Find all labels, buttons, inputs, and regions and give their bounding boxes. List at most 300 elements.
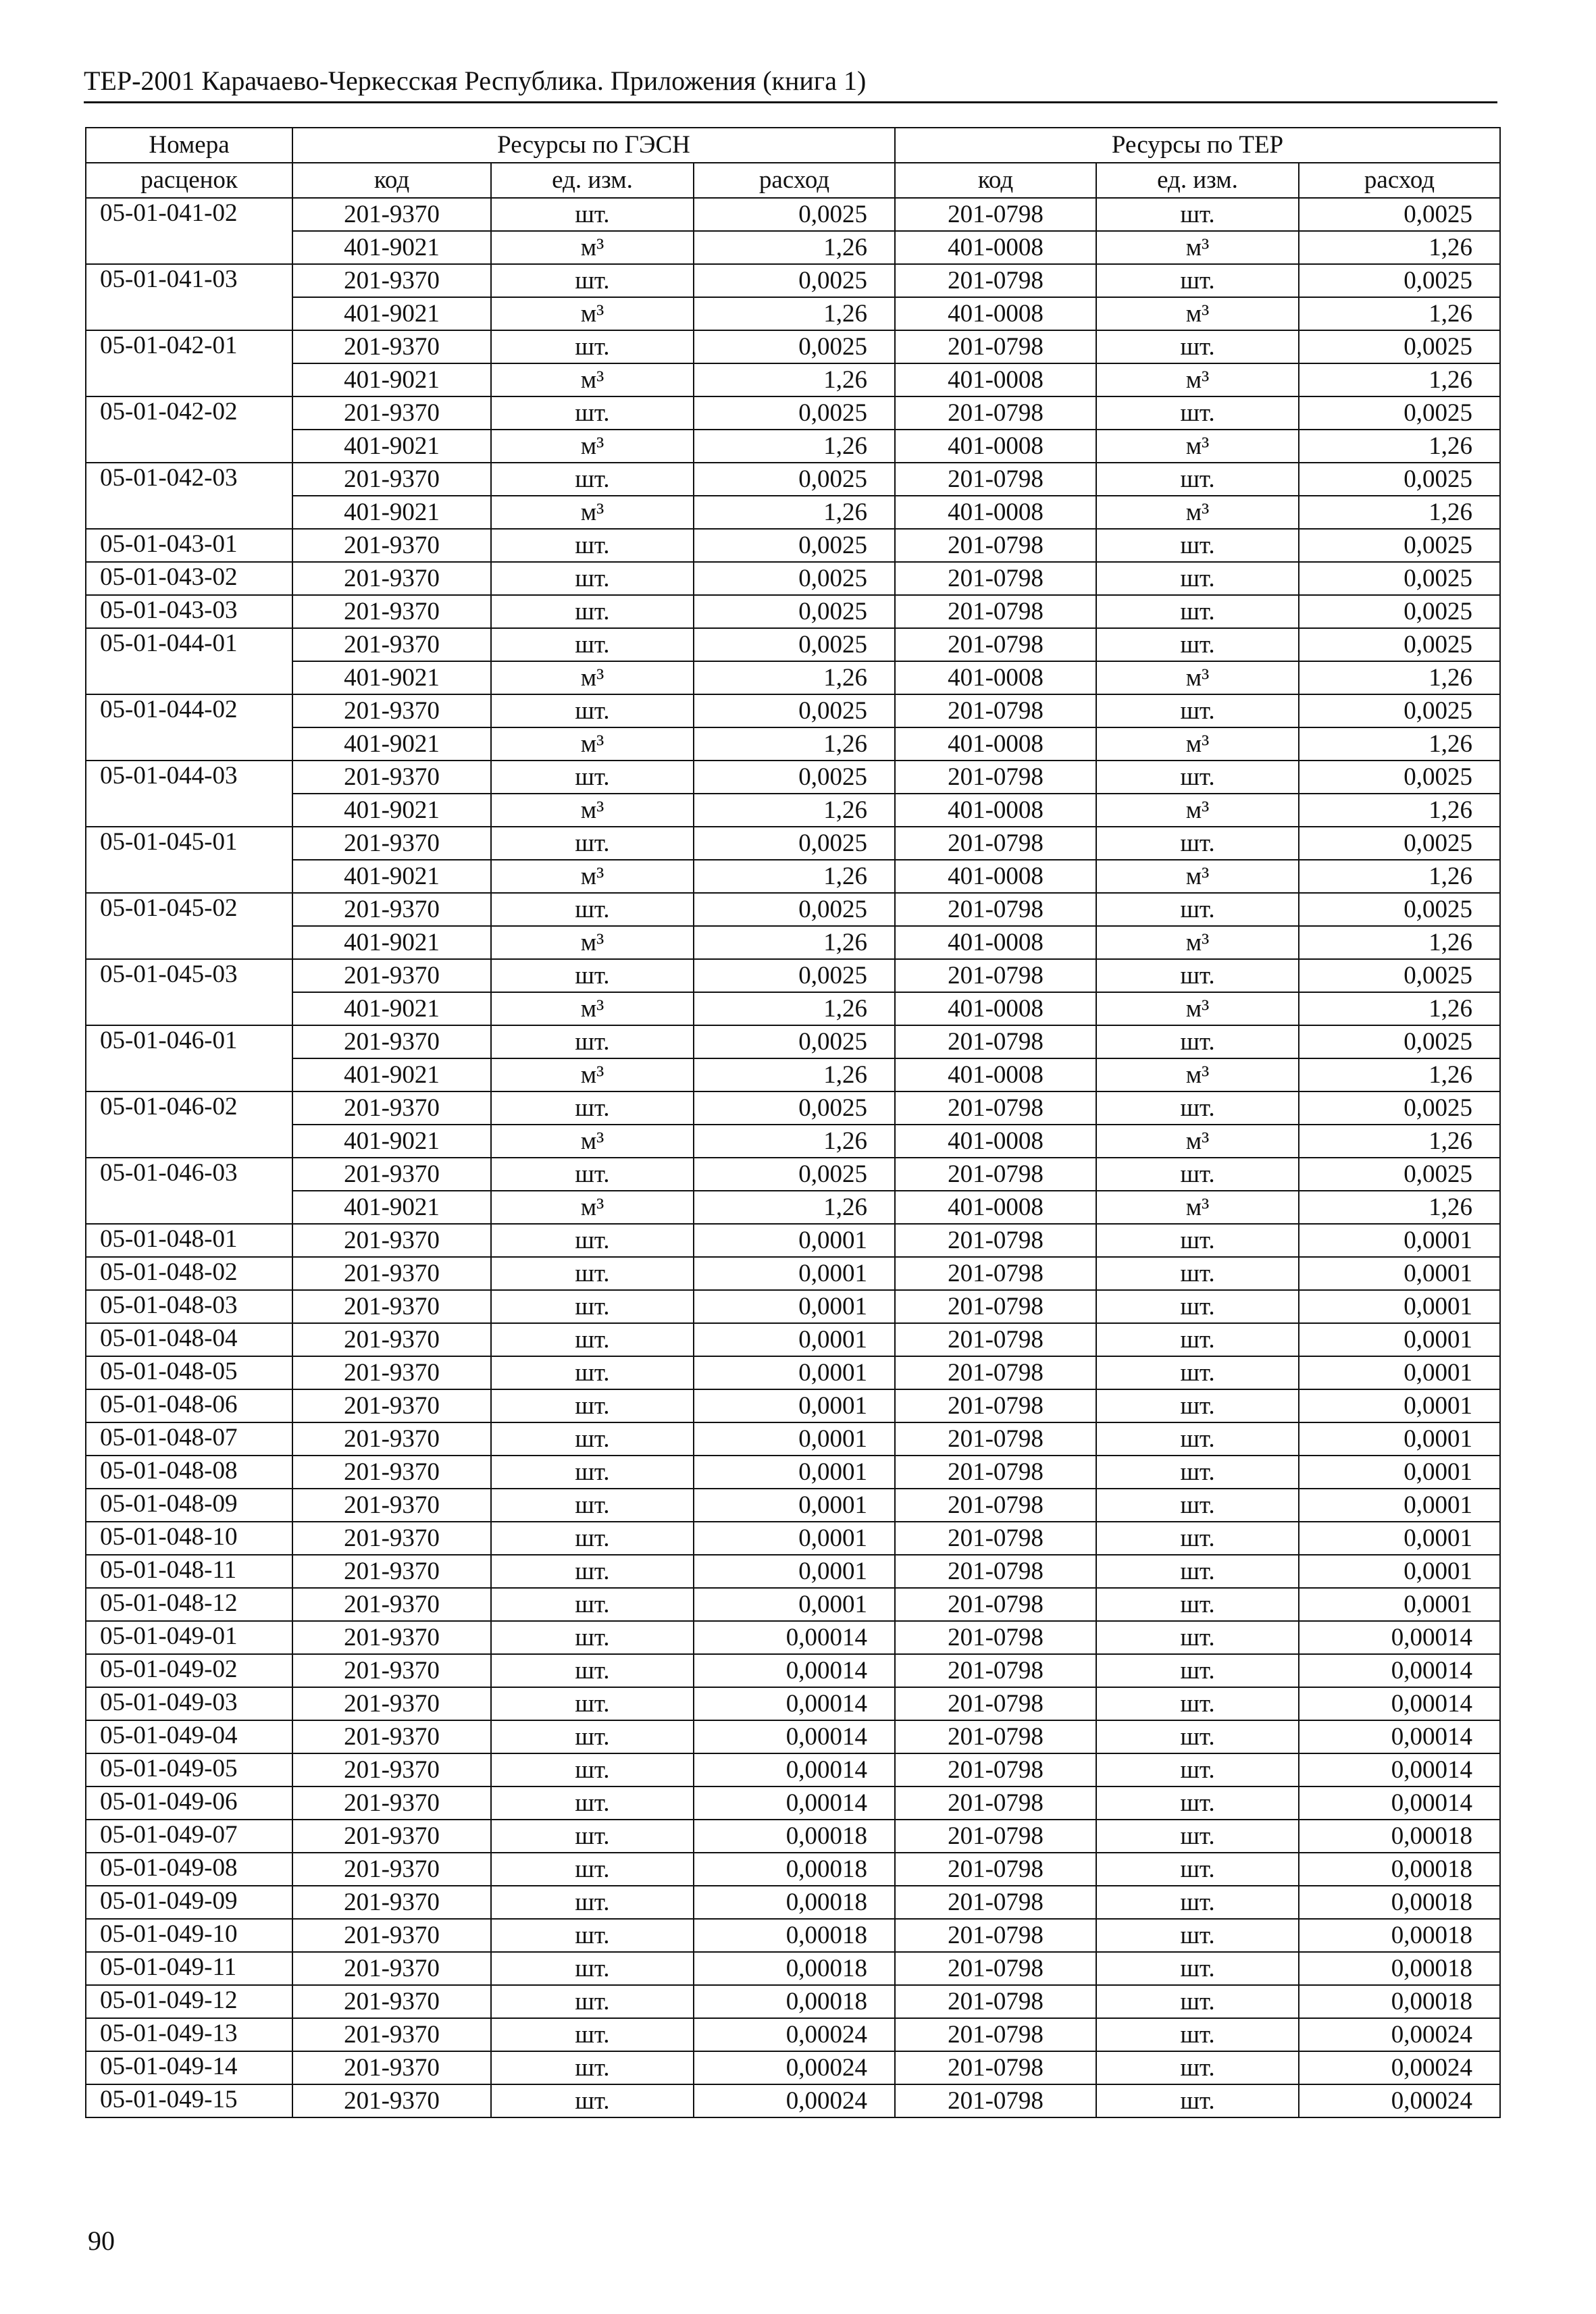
gesn-qty-cell: 0,0001 [694, 1422, 895, 1456]
gesn-unit-cell: м³ [491, 1058, 694, 1091]
gesn-code-cell: 401-9021 [292, 661, 491, 694]
gesn-unit-cell: м³ [491, 363, 694, 396]
table-row [86, 761, 1500, 794]
gesn-code-cell: 201-9370 [292, 1720, 491, 1753]
ter-qty-cell: 0,0025 [1299, 1091, 1500, 1125]
gesn-unit-cell: шт. [491, 1720, 694, 1753]
gesn-code-cell: 201-9370 [292, 562, 491, 595]
gesn-code-cell: 201-9370 [292, 1985, 491, 2018]
ter-code-cell: 201-0798 [895, 1422, 1096, 1456]
ter-code-cell: 401-0008 [895, 860, 1096, 893]
header-gesn-resources: Ресурсы по ГЭСН [292, 128, 895, 163]
gesn-unit-cell: шт. [491, 1224, 694, 1257]
ter-code-cell: 201-0798 [895, 463, 1096, 496]
table-row [86, 496, 1500, 529]
gesn-unit-cell: шт. [491, 1257, 694, 1290]
ter-qty-cell: 0,0001 [1299, 1522, 1500, 1555]
table-row [86, 297, 1500, 330]
gesn-unit-cell: м³ [491, 297, 694, 330]
ter-unit-cell: шт. [1096, 1555, 1299, 1588]
table-row [86, 1654, 1500, 1687]
ter-qty-cell: 1,26 [1299, 496, 1500, 529]
ter-code-cell: 201-0798 [895, 628, 1096, 661]
ter-code-cell: 401-0008 [895, 992, 1096, 1025]
gesn-unit-cell: шт. [491, 1786, 694, 1820]
ter-code-cell: 201-0798 [895, 1853, 1096, 1886]
table-row [86, 1456, 1500, 1489]
ter-qty-cell: 0,0025 [1299, 694, 1500, 727]
gesn-unit-cell: м³ [491, 1191, 694, 1224]
gesn-code-cell: 401-9021 [292, 1058, 491, 1091]
gesn-unit-cell: шт. [491, 1422, 694, 1456]
gesn-unit-cell: шт. [491, 264, 694, 297]
table-row [86, 893, 1500, 926]
ter-unit-cell: шт. [1096, 1886, 1299, 1919]
gesn-code-cell: 201-9370 [292, 2051, 491, 2084]
ter-unit-cell: шт. [1096, 1952, 1299, 1985]
ter-unit-cell: шт. [1096, 463, 1299, 496]
ter-code-cell: 201-0798 [895, 1985, 1096, 2018]
gesn-code-cell: 201-9370 [292, 1621, 491, 1654]
ter-unit-cell: м³ [1096, 1125, 1299, 1158]
gesn-qty-cell: 1,26 [694, 1191, 895, 1224]
gesn-unit-cell: шт. [491, 1025, 694, 1058]
rate-number-cell: 05-01-049-05 [86, 1753, 292, 1786]
ter-unit-cell: м³ [1096, 794, 1299, 827]
ter-unit-cell: м³ [1096, 231, 1299, 264]
ter-code-cell: 401-0008 [895, 430, 1096, 463]
gesn-code-cell: 401-9021 [292, 430, 491, 463]
ter-qty-cell: 1,26 [1299, 231, 1500, 264]
gesn-unit-cell: шт. [491, 1820, 694, 1853]
gesn-code-cell: 201-9370 [292, 1687, 491, 1720]
ter-code-cell: 201-0798 [895, 1687, 1096, 1720]
rate-number-cell: 05-01-044-03 [86, 761, 292, 827]
header-gesn-qty: расход [694, 163, 895, 198]
ter-code-cell: 401-0008 [895, 496, 1096, 529]
gesn-qty-cell: 0,00014 [694, 1720, 895, 1753]
table-row [86, 1952, 1500, 1985]
gesn-code-cell: 201-9370 [292, 2084, 491, 2117]
gesn-code-cell: 201-9370 [292, 330, 491, 363]
rate-number-cell: 05-01-041-02 [86, 198, 292, 264]
gesn-qty-cell: 0,00018 [694, 1985, 895, 2018]
ter-qty-cell: 1,26 [1299, 363, 1500, 396]
rate-number-cell: 05-01-044-02 [86, 694, 292, 761]
gesn-code-cell: 201-9370 [292, 827, 491, 860]
table-row [86, 827, 1500, 860]
rate-number-cell: 05-01-048-07 [86, 1422, 292, 1456]
gesn-code-cell: 201-9370 [292, 1654, 491, 1687]
rate-number-cell: 05-01-049-08 [86, 1853, 292, 1886]
ter-unit-cell: шт. [1096, 1753, 1299, 1786]
gesn-unit-cell: шт. [491, 893, 694, 926]
gesn-qty-cell: 0,00014 [694, 1654, 895, 1687]
ter-qty-cell: 0,0001 [1299, 1422, 1500, 1456]
ter-qty-cell: 0,0001 [1299, 1257, 1500, 1290]
gesn-code-cell: 201-9370 [292, 1820, 491, 1853]
ter-unit-cell: шт. [1096, 1786, 1299, 1820]
ter-code-cell: 201-0798 [895, 761, 1096, 794]
table-row [86, 794, 1500, 827]
ter-unit-cell: шт. [1096, 1323, 1299, 1356]
ter-code-cell: 201-0798 [895, 1952, 1096, 1985]
header-ter-resources: Ресурсы по ТЕР [895, 128, 1500, 163]
gesn-qty-cell: 0,0025 [694, 264, 895, 297]
table-row [86, 926, 1500, 959]
rate-number-cell: 05-01-048-10 [86, 1522, 292, 1555]
ter-unit-cell: м³ [1096, 297, 1299, 330]
gesn-code-cell: 201-9370 [292, 628, 491, 661]
gesn-unit-cell: шт. [491, 1522, 694, 1555]
table-row [86, 1886, 1500, 1919]
gesn-unit-cell: м³ [491, 992, 694, 1025]
header-rate-numbers: Номера [86, 128, 292, 163]
ter-unit-cell: шт. [1096, 2018, 1299, 2051]
gesn-qty-cell: 0,00014 [694, 1621, 895, 1654]
ter-qty-cell: 0,00014 [1299, 1786, 1500, 1820]
ter-qty-cell: 0,00018 [1299, 1820, 1500, 1853]
gesn-unit-cell: шт. [491, 1456, 694, 1489]
ter-code-cell: 201-0798 [895, 562, 1096, 595]
gesn-qty-cell: 0,0025 [694, 1158, 895, 1191]
ter-unit-cell: м³ [1096, 430, 1299, 463]
gesn-qty-cell: 0,00018 [694, 1952, 895, 1985]
gesn-qty-cell: 0,0025 [694, 1091, 895, 1125]
ter-code-cell: 401-0008 [895, 794, 1096, 827]
gesn-code-cell: 201-9370 [292, 1422, 491, 1456]
rate-number-cell: 05-01-049-14 [86, 2051, 292, 2084]
ter-qty-cell: 0,0025 [1299, 330, 1500, 363]
ter-code-cell: 201-0798 [895, 1654, 1096, 1687]
ter-unit-cell: шт. [1096, 959, 1299, 992]
gesn-code-cell: 201-9370 [292, 1257, 491, 1290]
ter-qty-cell: 1,26 [1299, 1191, 1500, 1224]
gesn-qty-cell: 0,0001 [694, 1224, 895, 1257]
ter-unit-cell: м³ [1096, 1058, 1299, 1091]
ter-unit-cell: шт. [1096, 1356, 1299, 1389]
table-row [86, 1687, 1500, 1720]
ter-code-cell: 201-0798 [895, 1224, 1096, 1257]
gesn-qty-cell: 0,0025 [694, 761, 895, 794]
ter-unit-cell: шт. [1096, 1853, 1299, 1886]
gesn-code-cell: 201-9370 [292, 264, 491, 297]
table-row [86, 1786, 1500, 1820]
rate-number-cell: 05-01-042-03 [86, 463, 292, 529]
table-row [86, 562, 1500, 595]
ter-code-cell: 201-0798 [895, 1886, 1096, 1919]
table-body [86, 198, 1500, 2117]
gesn-unit-cell: шт. [491, 827, 694, 860]
table-row [86, 1720, 1500, 1753]
ter-code-cell: 201-0798 [895, 1356, 1096, 1389]
gesn-unit-cell: шт. [491, 694, 694, 727]
ter-unit-cell: шт. [1096, 1687, 1299, 1720]
gesn-unit-cell: шт. [491, 1389, 694, 1422]
ter-code-cell: 401-0008 [895, 1191, 1096, 1224]
ter-qty-cell: 1,26 [1299, 430, 1500, 463]
gesn-qty-cell: 1,26 [694, 363, 895, 396]
rate-number-cell: 05-01-048-05 [86, 1356, 292, 1389]
ter-unit-cell: шт. [1096, 1257, 1299, 1290]
gesn-qty-cell: 0,0025 [694, 893, 895, 926]
rate-number-cell: 05-01-048-03 [86, 1290, 292, 1323]
gesn-code-cell: 201-9370 [292, 1091, 491, 1125]
gesn-qty-cell: 0,0025 [694, 959, 895, 992]
ter-unit-cell: шт. [1096, 1985, 1299, 2018]
gesn-code-cell: 401-9021 [292, 1125, 491, 1158]
gesn-unit-cell: шт. [491, 1555, 694, 1588]
gesn-qty-cell: 0,0001 [694, 1290, 895, 1323]
table-row [86, 959, 1500, 992]
rate-number-cell: 05-01-048-01 [86, 1224, 292, 1257]
rate-number-cell: 05-01-049-04 [86, 1720, 292, 1753]
ter-qty-cell: 1,26 [1299, 661, 1500, 694]
ter-unit-cell: шт. [1096, 1290, 1299, 1323]
table-row [86, 1489, 1500, 1522]
gesn-qty-cell: 1,26 [694, 794, 895, 827]
ter-code-cell: 201-0798 [895, 2084, 1096, 2117]
gesn-qty-cell: 1,26 [694, 496, 895, 529]
gesn-qty-cell: 0,00014 [694, 1687, 895, 1720]
ter-qty-cell: 0,00024 [1299, 2018, 1500, 2051]
gesn-qty-cell: 0,0001 [694, 1555, 895, 1588]
table-row [86, 1356, 1500, 1389]
table-row [86, 1853, 1500, 1886]
gesn-qty-cell: 0,0025 [694, 628, 895, 661]
gesn-unit-cell: шт. [491, 1290, 694, 1323]
table-row [86, 1555, 1500, 1588]
ter-code-cell: 201-0798 [895, 264, 1096, 297]
ter-unit-cell: шт. [1096, 264, 1299, 297]
gesn-qty-cell: 0,00024 [694, 2051, 895, 2084]
ter-code-cell: 201-0798 [895, 1025, 1096, 1058]
rate-number-cell: 05-01-049-01 [86, 1621, 292, 1654]
gesn-code-cell: 401-9021 [292, 363, 491, 396]
gesn-qty-cell: 1,26 [694, 727, 895, 761]
gesn-qty-cell: 0,0025 [694, 198, 895, 231]
gesn-qty-cell: 0,00018 [694, 1886, 895, 1919]
gesn-qty-cell: 1,26 [694, 231, 895, 264]
ter-code-cell: 201-0798 [895, 1919, 1096, 1952]
ter-qty-cell: 0,0001 [1299, 1356, 1500, 1389]
rate-number-cell: 05-01-046-02 [86, 1091, 292, 1158]
gesn-qty-cell: 1,26 [694, 1125, 895, 1158]
rate-number-cell: 05-01-049-09 [86, 1886, 292, 1919]
table-row [86, 1621, 1500, 1654]
gesn-code-cell: 201-9370 [292, 1555, 491, 1588]
gesn-code-cell: 401-9021 [292, 231, 491, 264]
ter-unit-cell: м³ [1096, 860, 1299, 893]
ter-unit-cell: шт. [1096, 1720, 1299, 1753]
table-row [86, 330, 1500, 363]
ter-code-cell: 201-0798 [895, 529, 1096, 562]
gesn-unit-cell: м³ [491, 661, 694, 694]
gesn-unit-cell: шт. [491, 330, 694, 363]
gesn-qty-cell: 0,0001 [694, 1323, 895, 1356]
ter-code-cell: 401-0008 [895, 231, 1096, 264]
rate-number-cell: 05-01-042-01 [86, 330, 292, 396]
gesn-unit-cell: шт. [491, 1158, 694, 1191]
ter-qty-cell: 1,26 [1299, 794, 1500, 827]
gesn-code-cell: 201-9370 [292, 694, 491, 727]
gesn-unit-cell: шт. [491, 1687, 694, 1720]
gesn-unit-cell: шт. [491, 1356, 694, 1389]
ter-qty-cell: 0,00014 [1299, 1753, 1500, 1786]
ter-unit-cell: шт. [1096, 2084, 1299, 2117]
rate-number-cell: 05-01-049-11 [86, 1952, 292, 1985]
ter-code-cell: 401-0008 [895, 926, 1096, 959]
rate-number-cell: 05-01-048-08 [86, 1456, 292, 1489]
gesn-qty-cell: 0,00024 [694, 2084, 895, 2117]
table-row [86, 1158, 1500, 1191]
gesn-code-cell: 201-9370 [292, 1389, 491, 1422]
gesn-unit-cell: шт. [491, 1621, 694, 1654]
gesn-unit-cell: шт. [491, 628, 694, 661]
gesn-code-cell: 201-9370 [292, 1158, 491, 1191]
gesn-unit-cell: шт. [491, 1753, 694, 1786]
gesn-code-cell: 201-9370 [292, 1853, 491, 1886]
header-gesn-code: код [292, 163, 491, 198]
ter-unit-cell: шт. [1096, 1654, 1299, 1687]
table-row [86, 1820, 1500, 1853]
gesn-unit-cell: шт. [491, 1919, 694, 1952]
table-row [86, 860, 1500, 893]
gesn-code-cell: 201-9370 [292, 1522, 491, 1555]
ter-qty-cell: 0,0025 [1299, 1158, 1500, 1191]
rate-number-cell: 05-01-048-11 [86, 1555, 292, 1588]
ter-qty-cell: 0,0025 [1299, 529, 1500, 562]
gesn-code-cell: 201-9370 [292, 1886, 491, 1919]
gesn-unit-cell: м³ [491, 727, 694, 761]
ter-code-cell: 201-0798 [895, 1158, 1096, 1191]
gesn-qty-cell: 0,00014 [694, 1753, 895, 1786]
gesn-qty-cell: 0,0001 [694, 1356, 895, 1389]
rate-number-cell: 05-01-041-03 [86, 264, 292, 330]
gesn-code-cell: 201-9370 [292, 1323, 491, 1356]
gesn-code-cell: 401-9021 [292, 496, 491, 529]
ter-unit-cell: шт. [1096, 827, 1299, 860]
gesn-qty-cell: 1,26 [694, 860, 895, 893]
table-row [86, 1323, 1500, 1356]
ter-qty-cell: 0,0025 [1299, 264, 1500, 297]
header-gesn-unit: ед. изм. [491, 163, 694, 198]
table-row [86, 1422, 1500, 1456]
ter-unit-cell: шт. [1096, 595, 1299, 628]
header-rate-numbers-line2: расценок [86, 163, 292, 198]
ter-code-cell: 401-0008 [895, 1058, 1096, 1091]
ter-unit-cell: шт. [1096, 694, 1299, 727]
gesn-unit-cell: шт. [491, 761, 694, 794]
ter-unit-cell: шт. [1096, 893, 1299, 926]
rate-number-cell: 05-01-045-02 [86, 893, 292, 959]
gesn-qty-cell: 0,0025 [694, 463, 895, 496]
gesn-code-cell: 201-9370 [292, 1025, 491, 1058]
gesn-unit-cell: шт. [491, 1853, 694, 1886]
ter-code-cell: 201-0798 [895, 1257, 1096, 1290]
ter-unit-cell: м³ [1096, 926, 1299, 959]
gesn-unit-cell: шт. [491, 1588, 694, 1621]
gesn-unit-cell: м³ [491, 430, 694, 463]
rate-number-cell: 05-01-045-01 [86, 827, 292, 893]
table-row [86, 628, 1500, 661]
ter-unit-cell: шт. [1096, 1091, 1299, 1125]
gesn-qty-cell: 1,26 [694, 926, 895, 959]
gesn-unit-cell: м³ [491, 1125, 694, 1158]
gesn-unit-cell: шт. [491, 2018, 694, 2051]
ter-code-cell: 201-0798 [895, 2051, 1096, 2084]
ter-qty-cell: 0,0025 [1299, 827, 1500, 860]
table-row [86, 2051, 1500, 2084]
gesn-unit-cell: м³ [491, 926, 694, 959]
rate-number-cell: 05-01-048-04 [86, 1323, 292, 1356]
page-number: 90 [88, 2226, 115, 2256]
ter-qty-cell: 0,0025 [1299, 463, 1500, 496]
gesn-qty-cell: 0,00024 [694, 2018, 895, 2051]
ter-qty-cell: 0,0025 [1299, 893, 1500, 926]
gesn-code-cell: 401-9021 [292, 860, 491, 893]
gesn-code-cell: 201-9370 [292, 1588, 491, 1621]
gesn-code-cell: 201-9370 [292, 1952, 491, 1985]
ter-code-cell: 201-0798 [895, 1820, 1096, 1853]
table-row [86, 1588, 1500, 1621]
gesn-code-cell: 201-9370 [292, 1919, 491, 1952]
gesn-unit-cell: м³ [491, 860, 694, 893]
rate-number-cell: 05-01-049-06 [86, 1786, 292, 1820]
rate-number-cell: 05-01-048-09 [86, 1489, 292, 1522]
ter-qty-cell: 0,00018 [1299, 1853, 1500, 1886]
ter-code-cell: 201-0798 [895, 198, 1096, 231]
gesn-qty-cell: 0,00014 [694, 1786, 895, 1820]
ter-qty-cell: 0,00018 [1299, 1985, 1500, 2018]
gesn-qty-cell: 0,00018 [694, 1853, 895, 1886]
gesn-qty-cell: 1,26 [694, 1058, 895, 1091]
ter-unit-cell: шт. [1096, 2051, 1299, 2084]
ter-qty-cell: 0,00018 [1299, 1886, 1500, 1919]
table-row [86, 1290, 1500, 1323]
ter-code-cell: 201-0798 [895, 330, 1096, 363]
ter-unit-cell: шт. [1096, 1422, 1299, 1456]
ter-code-cell: 201-0798 [895, 396, 1096, 430]
ter-code-cell: 401-0008 [895, 297, 1096, 330]
table-row [86, 529, 1500, 562]
gesn-qty-cell: 0,0025 [694, 827, 895, 860]
ter-code-cell: 201-0798 [895, 827, 1096, 860]
table-row [86, 1191, 1500, 1224]
table-row [86, 363, 1500, 396]
ter-qty-cell: 1,26 [1299, 1058, 1500, 1091]
ter-unit-cell: шт. [1096, 1158, 1299, 1191]
gesn-unit-cell: шт. [491, 595, 694, 628]
gesn-qty-cell: 0,0001 [694, 1456, 895, 1489]
ter-code-cell: 201-0798 [895, 694, 1096, 727]
table-row [86, 463, 1500, 496]
ter-qty-cell: 0,00018 [1299, 1919, 1500, 1952]
gesn-unit-cell: шт. [491, 396, 694, 430]
ter-code-cell: 201-0798 [895, 1323, 1096, 1356]
rate-number-cell: 05-01-048-12 [86, 1588, 292, 1621]
gesn-qty-cell: 1,26 [694, 297, 895, 330]
gesn-unit-cell: м³ [491, 496, 694, 529]
gesn-unit-cell: м³ [491, 231, 694, 264]
gesn-qty-cell: 0,0025 [694, 330, 895, 363]
ter-qty-cell: 0,0025 [1299, 1025, 1500, 1058]
gesn-unit-cell: шт. [491, 1952, 694, 1985]
gesn-unit-cell: шт. [491, 1091, 694, 1125]
gesn-unit-cell: шт. [491, 1323, 694, 1356]
ter-unit-cell: шт. [1096, 562, 1299, 595]
ter-unit-cell: м³ [1096, 363, 1299, 396]
